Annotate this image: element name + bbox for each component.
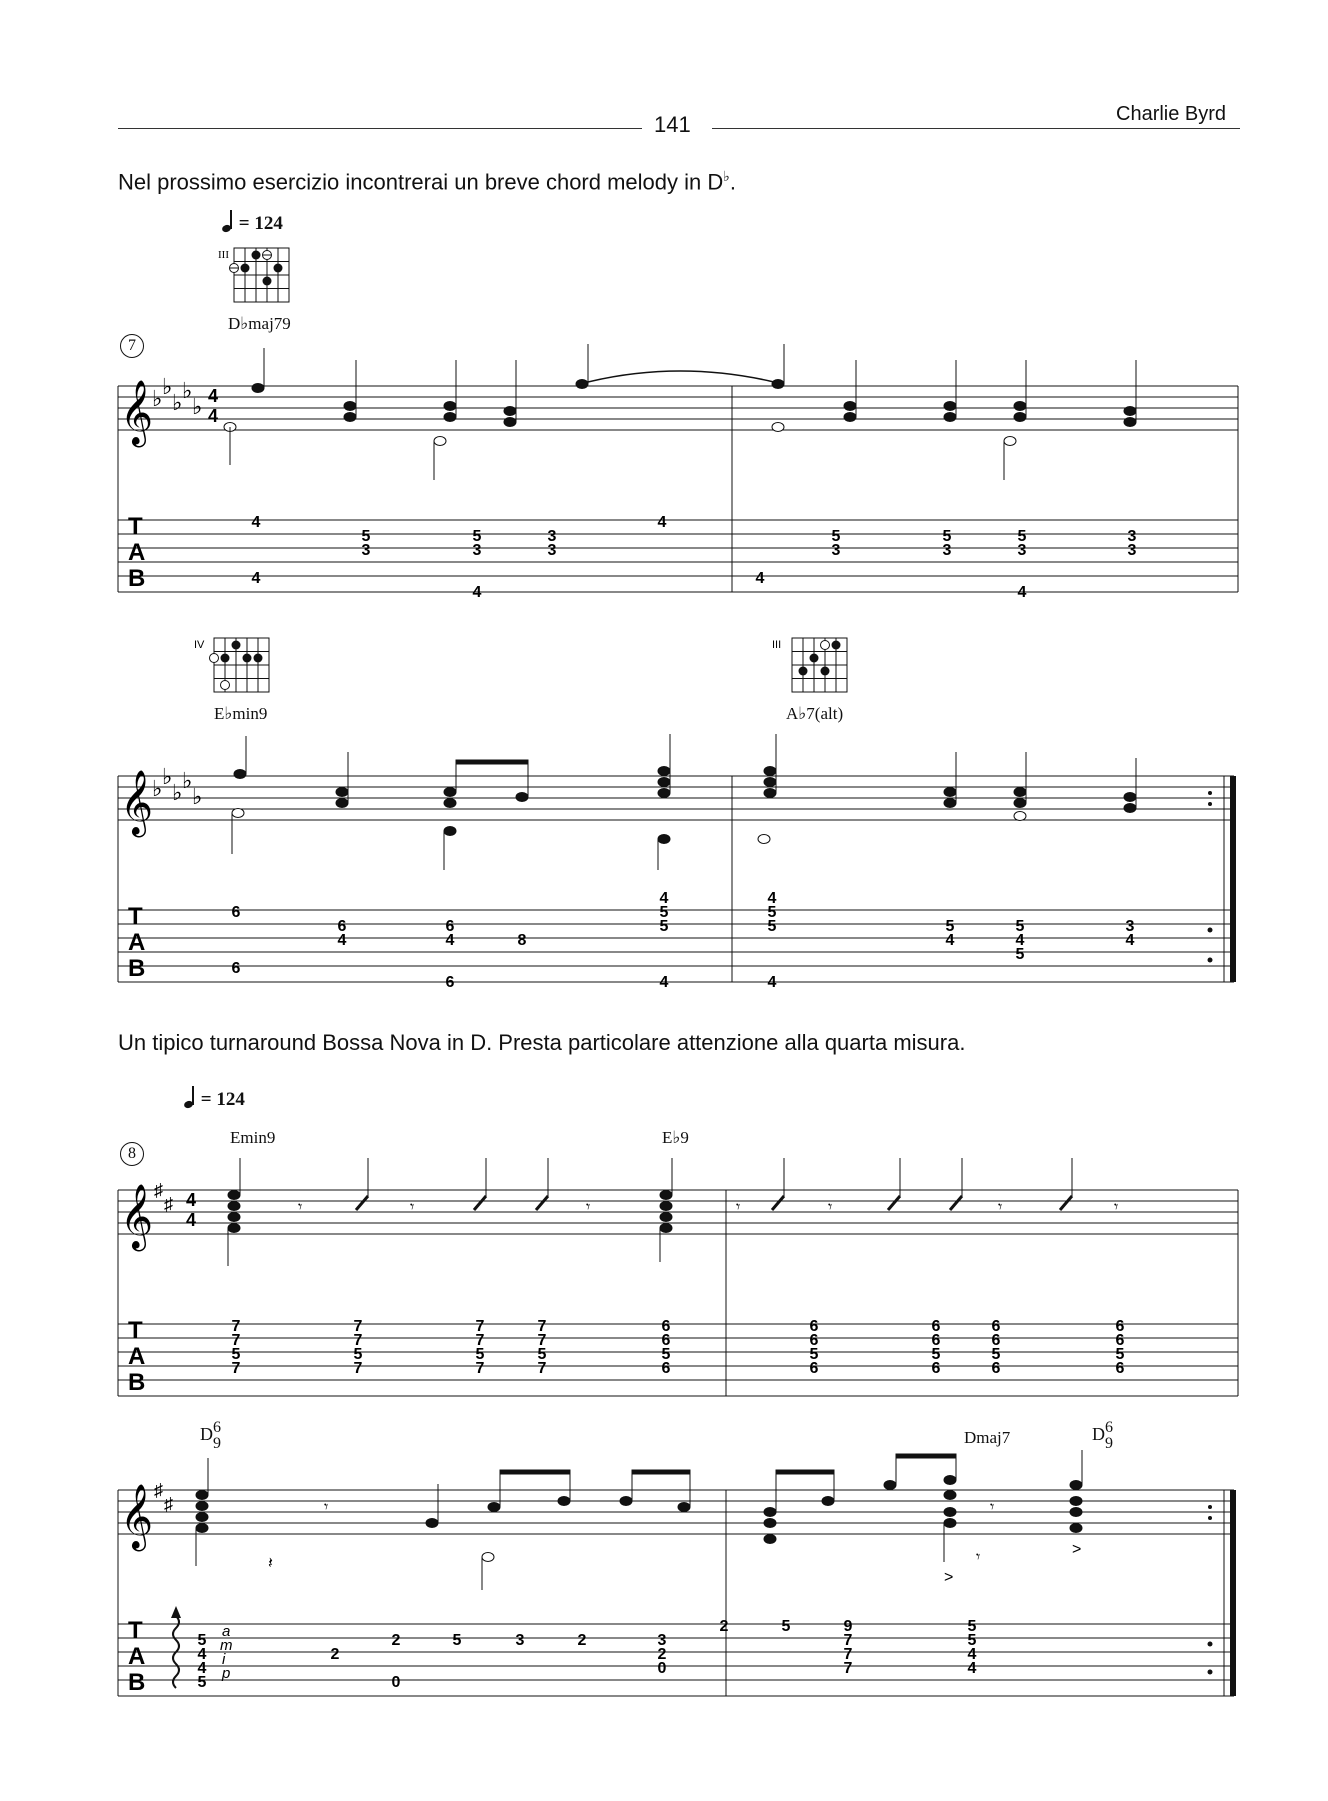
svg-text:7: 7 (231, 1360, 241, 1377)
svg-text:5: 5 (197, 1674, 207, 1691)
svg-text:6: 6 (445, 918, 455, 935)
svg-text:6: 6 (991, 1318, 1001, 1335)
svg-text:6: 6 (231, 960, 241, 977)
svg-text:♭: ♭ (192, 784, 203, 809)
tempo-mark-1: = 124 (222, 210, 283, 235)
svg-text:T: T (128, 903, 143, 930)
svg-text:7: 7 (537, 1332, 547, 1349)
svg-text:4: 4 (337, 932, 347, 949)
svg-text:5: 5 (767, 918, 777, 935)
chord-diagram-ebmin9 (192, 634, 276, 700)
svg-text:4: 4 (659, 974, 669, 990)
svg-text:♭: ♭ (182, 768, 193, 793)
svg-text:𝄾: 𝄾 (410, 1199, 415, 1216)
svg-text:A: A (128, 1643, 146, 1670)
svg-text:0: 0 (391, 1674, 401, 1691)
svg-text:6: 6 (661, 1360, 671, 1377)
svg-text:𝄾: 𝄾 (586, 1199, 591, 1216)
svg-text:6: 6 (991, 1332, 1001, 1349)
svg-text:♭: ♭ (162, 764, 173, 789)
svg-text:3: 3 (472, 542, 482, 559)
svg-text:5: 5 (945, 918, 955, 935)
svg-text:p: p (222, 1665, 231, 1682)
svg-text:5: 5 (659, 918, 669, 935)
svg-text:6: 6 (445, 974, 455, 990)
final-barline (1230, 1490, 1236, 1696)
svg-text:♭: ♭ (152, 386, 163, 411)
author-name: Charlie Byrd (1116, 103, 1227, 125)
ex8-system-1 (110, 1150, 1250, 1400)
ex8-system-2 (110, 1450, 1250, 1700)
svg-text:4: 4 (251, 570, 261, 587)
svg-text:5: 5 (967, 1618, 977, 1635)
svg-text:4: 4 (197, 1660, 207, 1677)
svg-text:7: 7 (475, 1360, 485, 1377)
key-signature (152, 764, 202, 809)
tab-label (128, 1317, 145, 1396)
header-rule-left (118, 128, 642, 129)
svg-text:5: 5 (991, 1346, 1001, 1363)
svg-text:3: 3 (1127, 542, 1137, 559)
svg-text:6: 6 (1115, 1360, 1125, 1377)
treble-clef-icon: 𝄞 (120, 1184, 154, 1247)
svg-text:♯: ♯ (154, 1180, 163, 1200)
chord-name-dbmaj79: D♭maj79 (228, 314, 291, 333)
svg-text:6: 6 (931, 1318, 941, 1335)
svg-text:m: m (220, 1637, 233, 1654)
ex7-system-2 (110, 730, 1250, 990)
chord-name-d69-2: D 6 9 (1092, 1419, 1113, 1452)
svg-text:♯: ♯ (164, 1494, 173, 1514)
svg-text:4: 4 (767, 974, 777, 990)
svg-text:5: 5 (767, 904, 777, 921)
svg-text:♭: ♭ (172, 780, 183, 805)
svg-text:5: 5 (809, 1346, 819, 1363)
tab-numbers-system-1 (252, 514, 1137, 600)
exercise-number-7: 7 (120, 334, 144, 358)
svg-text:4: 4 (657, 514, 667, 531)
svg-text:2: 2 (577, 1632, 587, 1649)
svg-text:7: 7 (537, 1318, 547, 1335)
svg-text:4: 4 (251, 514, 261, 531)
chord-name-emin9: Emin9 (230, 1128, 276, 1147)
svg-text:5: 5 (353, 1346, 363, 1363)
svg-text:III: III (772, 639, 782, 651)
tie-icon (588, 371, 774, 382)
svg-text:5: 5 (1017, 528, 1027, 545)
svg-text:5: 5 (1115, 1346, 1125, 1363)
svg-text:4: 4 (659, 890, 669, 907)
chord-name-ebmin9: E♭min9 (214, 704, 268, 723)
svg-text:5: 5 (361, 528, 371, 545)
treble-clef-icon: 𝄞 (120, 770, 154, 833)
svg-text:3: 3 (1125, 918, 1135, 935)
intro-paragraph-2: Un tipico turnaround Bossa Nova in D. Presta particolare attenzione alla quarta misura. (118, 1030, 966, 1055)
svg-text:7: 7 (843, 1660, 853, 1677)
treble-clef-icon: 𝄞 (120, 1484, 154, 1547)
quarter-note-icon (222, 210, 234, 232)
svg-text:5: 5 (931, 1346, 941, 1363)
svg-text:4: 4 (208, 386, 219, 406)
repeat-dots (1208, 791, 1213, 963)
svg-text:7: 7 (843, 1632, 853, 1649)
svg-text:4: 4 (967, 1660, 977, 1677)
chord-diagram-dbmaj79 (216, 244, 296, 310)
svg-text:6: 6 (931, 1360, 941, 1377)
svg-text:4: 4 (197, 1646, 207, 1663)
svg-text:>: > (944, 1569, 954, 1586)
svg-text:6: 6 (931, 1332, 941, 1349)
svg-text:𝄾: 𝄾 (298, 1199, 303, 1216)
svg-text:6: 6 (809, 1332, 819, 1349)
svg-text:5: 5 (831, 528, 841, 545)
exercise-number-8: 8 (120, 1142, 144, 1166)
svg-text:3: 3 (515, 1632, 525, 1649)
svg-text:♭: ♭ (172, 390, 183, 415)
svg-text:2: 2 (391, 1632, 401, 1649)
page-number: 141 (654, 112, 691, 137)
svg-text:B: B (128, 955, 146, 982)
svg-text:4: 4 (945, 932, 955, 949)
svg-text:7: 7 (231, 1318, 241, 1335)
svg-text:7: 7 (353, 1318, 363, 1335)
time-signature (186, 1190, 196, 1230)
key-signature (152, 374, 202, 419)
key-signature (154, 1480, 173, 1514)
svg-text:3: 3 (547, 542, 557, 559)
svg-text:𝄾: 𝄾 (736, 1199, 741, 1216)
tab-numbers-system-2 (232, 890, 1135, 990)
svg-text:5: 5 (1015, 918, 1025, 935)
svg-text:♯: ♯ (164, 1194, 173, 1214)
svg-text:5: 5 (472, 528, 482, 545)
svg-text:3: 3 (657, 1632, 667, 1649)
tempo-mark-2: = 124 (184, 1086, 245, 1111)
treble-clef-icon: 𝄞 (120, 380, 154, 443)
svg-text:5: 5 (537, 1346, 547, 1363)
svg-text:5: 5 (661, 1346, 671, 1363)
svg-text:i: i (222, 1651, 226, 1668)
svg-text:a: a (222, 1623, 231, 1640)
svg-text:7: 7 (537, 1360, 547, 1377)
notes-system-1 (224, 344, 1136, 480)
svg-text:IV: IV (194, 639, 205, 651)
intro-text: Nel prossimo esercizio incontrerai un breve chord melody in D (118, 169, 724, 195)
right-hand-fingering (220, 1623, 233, 1682)
svg-text:4: 4 (767, 890, 777, 907)
intro-end: . (729, 169, 736, 195)
svg-text:6: 6 (661, 1318, 671, 1335)
svg-text:𝄾: 𝄾 (324, 1499, 329, 1516)
svg-text:4: 4 (472, 584, 482, 600)
key-signature (154, 1180, 173, 1214)
svg-text:6: 6 (337, 918, 347, 935)
tab-numbers-system-1 (232, 1318, 1125, 1377)
svg-text:4: 4 (755, 570, 765, 587)
svg-text:5: 5 (452, 1632, 462, 1649)
svg-text:3: 3 (547, 528, 557, 545)
svg-text:5: 5 (231, 1346, 241, 1363)
accent-marks (944, 1541, 1081, 1586)
final-barline (1230, 776, 1236, 982)
svg-text:𝄾: 𝄾 (976, 1549, 981, 1566)
svg-text:7: 7 (475, 1318, 485, 1335)
svg-text:4: 4 (1017, 584, 1027, 600)
svg-text:>: > (1072, 1541, 1082, 1558)
chord-name-d69-1: D 6 9 (200, 1419, 221, 1452)
svg-text:2: 2 (330, 1646, 340, 1663)
svg-text:7: 7 (843, 1646, 853, 1663)
svg-text:5: 5 (942, 528, 952, 545)
intro-paragraph-1 (118, 168, 736, 195)
svg-text:6: 6 (231, 904, 241, 921)
svg-text:5: 5 (475, 1346, 485, 1363)
svg-text:5: 5 (1015, 946, 1025, 963)
svg-text:T: T (128, 1317, 143, 1344)
svg-text:4: 4 (208, 406, 219, 426)
svg-text:6: 6 (809, 1318, 819, 1335)
svg-text:4: 4 (967, 1646, 977, 1663)
svg-text:3: 3 (361, 542, 371, 559)
time-signature (208, 386, 218, 426)
quarter-note-icon (184, 1086, 196, 1108)
svg-text:5: 5 (659, 904, 669, 921)
svg-text:T: T (128, 1617, 143, 1644)
svg-text:♭: ♭ (152, 776, 163, 801)
notes-system-2 (232, 734, 1136, 870)
svg-text:5: 5 (967, 1632, 977, 1649)
svg-text:7: 7 (353, 1360, 363, 1377)
svg-text:III: III (218, 249, 229, 261)
svg-text:A: A (128, 539, 146, 566)
svg-text:5: 5 (781, 1618, 791, 1635)
svg-text:8: 8 (517, 932, 527, 949)
chord-name-eb9: E♭9 (662, 1128, 689, 1147)
svg-text:6: 6 (991, 1360, 1001, 1377)
chord-name-dmaj7: Dmaj7 (964, 1428, 1011, 1447)
svg-text:♯: ♯ (154, 1480, 163, 1500)
svg-text:T: T (128, 513, 143, 540)
svg-text:𝄽: 𝄽 (268, 1555, 273, 1572)
svg-text:B: B (128, 1669, 146, 1696)
chord-diagram-ab7alt (770, 634, 854, 700)
svg-text:7: 7 (353, 1332, 363, 1349)
svg-text:𝄾: 𝄾 (1114, 1199, 1119, 1216)
svg-text:B: B (128, 1369, 146, 1396)
svg-text:𝄾: 𝄾 (990, 1499, 995, 1516)
svg-text:3: 3 (831, 542, 841, 559)
svg-text:4: 4 (186, 1210, 197, 1230)
svg-text:5: 5 (197, 1632, 207, 1649)
repeat-dots (1208, 1505, 1213, 1675)
ex7-system-1 (110, 330, 1250, 600)
eighth-rests (298, 1199, 1118, 1216)
svg-text:3: 3 (1127, 528, 1137, 545)
svg-text:𝄾: 𝄾 (828, 1199, 833, 1216)
svg-text:7: 7 (475, 1332, 485, 1349)
svg-text:6: 6 (1115, 1332, 1125, 1349)
svg-text:A: A (128, 1343, 146, 1370)
header-rule-right (712, 128, 1240, 129)
svg-text:4: 4 (186, 1190, 197, 1210)
svg-text:6: 6 (661, 1332, 671, 1349)
tab-label (128, 513, 145, 592)
svg-text:𝄾: 𝄾 (998, 1199, 1003, 1216)
svg-text:♭: ♭ (192, 394, 203, 419)
chord-name-ab7alt: A♭7(alt) (786, 704, 844, 723)
svg-text:4: 4 (1015, 932, 1025, 949)
tab-label (128, 903, 145, 982)
svg-text:3: 3 (942, 542, 952, 559)
svg-text:♭: ♭ (182, 378, 193, 403)
svg-text:6: 6 (1115, 1318, 1125, 1335)
svg-text:4: 4 (445, 932, 455, 949)
svg-text:♭: ♭ (162, 374, 173, 399)
svg-text:2: 2 (657, 1646, 667, 1663)
svg-text:3: 3 (1017, 542, 1027, 559)
flat-sign: ♭ (723, 168, 730, 184)
rests (268, 1499, 994, 1572)
tab-label (128, 1617, 145, 1696)
svg-text:9: 9 (843, 1618, 853, 1635)
svg-text:B: B (128, 565, 146, 592)
svg-text:2: 2 (719, 1618, 729, 1635)
svg-text:0: 0 (657, 1660, 667, 1677)
svg-text:7: 7 (231, 1332, 241, 1349)
svg-text:6: 6 (809, 1360, 819, 1377)
svg-text:A: A (128, 929, 146, 956)
svg-text:4: 4 (1125, 932, 1135, 949)
